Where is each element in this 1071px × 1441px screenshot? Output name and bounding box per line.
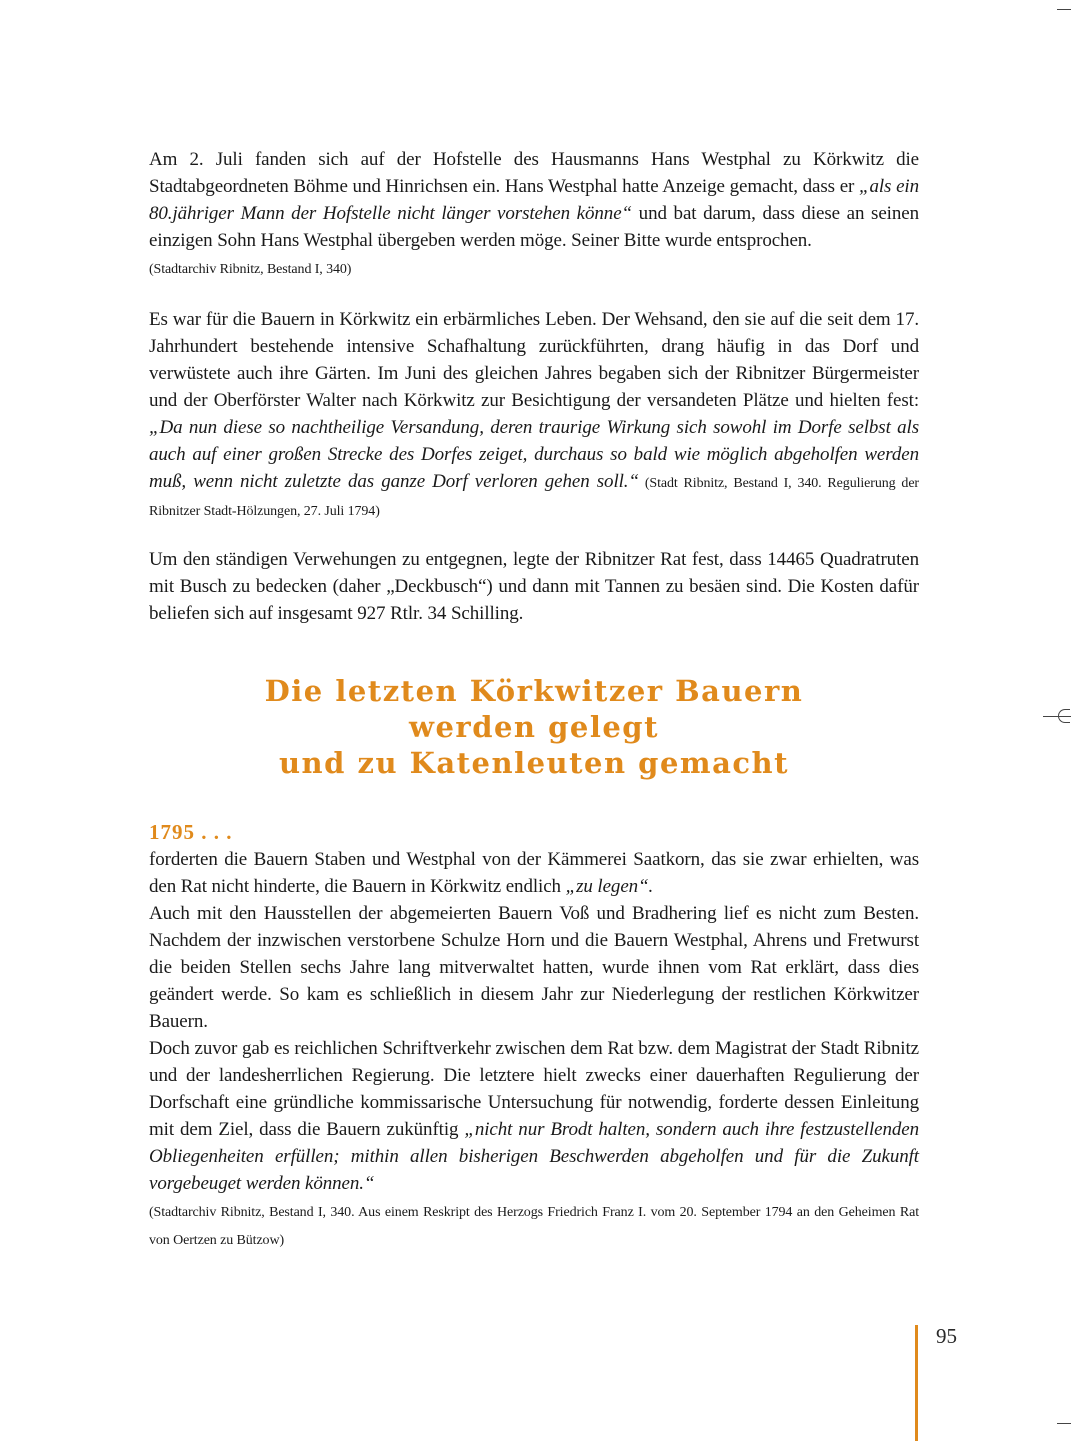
crop-mark-bottom [1057,1423,1071,1424]
section-heading [149,673,919,781]
section-paragraph-3-quote: „nicht nur Brodt halten, sondern auch ihre festzustellenden Obliegenheiten erfüllen; mithin allen bisherigen Beschwerden abgeholfen und für die Zukunft vorgebeuget werden können.“ [149,1119,919,1194]
section-heading-line-3: und zu Katenleuten gemacht [278,746,790,780]
section-paragraph-1-text: forderten die Bauern Staben und Westphal von der Kämmerei Saatkorn, das sie zwar erhielten, was den Rat nicht hinderte, die Bauern in Körkwitz endlich [149,849,919,897]
paragraph-2 [149,306,919,524]
section-paragraph-1-quote: „zu legen“. [565,876,654,897]
paragraph-2-text-before: Es war für die Bauern in Körkwitz ein erbärmliches Leben. Der Wehsand, den sie auf die seit dem 17. Jahrhundert bestehende intensive Schafhaltung zurückführten, drang häufig in das Dorf und verwüstete auch ihre Gärten. Im Juni des gleichen Jahres begaben sich der Ribnitzer Bürgermeister und der Oberförster Walter nach Körkwitz zur Besichtigung der versandeten Plätze und hielten fest: [149,309,919,411]
section-paragraph-2: Auch mit den Hausstellen der abgemeierten Bauern Voß und Bradhering lief es nicht zum Besten. Nachdem der inzwischen verstorbene Schulze Horn und die Bauern Westphal, Ahrens und Fretwurst die beiden Stellen sechs Jahre lang mitverwaltet hatten, wurde ihnen vom Rat erklärt, dass dies geändert werde. So kam es schließlich in diesem Jahr zur Niederlegung der restlichen Körkwitzer Bauern. [149,903,919,1032]
section-heading-line-1: Die letzten Körkwitzer Bauern [264,674,804,708]
paragraph-1 [149,146,919,282]
paragraph-2-citation: (Stadt Ribnitz, Bestand I, 340. Regulierung der Ribnitzer Stadt-Hölzungen, 27. Juli 1794) [149,476,919,519]
section-paragraph-1 [149,846,919,900]
paragraph-1-citation: (Stadtarchiv Ribnitz, Bestand I, 340) [149,262,352,277]
paragraph-2-quote: „Da nun diese so nachtheilige Versandung, deren traurige Wirkung sich sowohl im Dorfe selbst als auch auf einer großen Strecke des Dorfes zeiget, durchaus so bald wie möglich abgeholfen werden muß, wenn nicht zuletzte das ganze Dorf verloren gehen soll.“ [149,417,919,492]
section-paragraph-3-text: Doch zuvor gab es reichlichen Schriftverkehr zwischen dem Rat bzw. dem Magistrat der Stadt Ribnitz und der landesherrlichen Regierung. Die letztere hielt zwecks einer dauerhaften Regulierung der Dorfschaft eine gründliche kommissarische Untersuchung für notwendig, forderte dessen Einleitung mit dem Ziel, dass die Bauern zukünftig [149,1038,919,1140]
section-paragraph-3-citation: (Stadtarchiv Ribnitz, Bestand I, 340. Aus einem Reskript des Herzogs Friedrich Franz I. vom 20. September 1794 an den Geheimen Rat von Oertzen zu Bützow) [149,1205,919,1248]
paragraph-1-text-after: und bat darum, dass diese an seinen einzigen Sohn Hans Westphal übergeben werden möge. Seiner Bitte wurde entsprochen. [149,203,919,251]
page-number: 95 [936,1324,957,1348]
page-content [149,146,919,1253]
paragraph-1-text-before: Am 2. Juli fanden sich auf der Hofstelle des Hausmanns Hans Westphal zu Körkwitz die Stadtabgeordneten Böhme und Hinrichsen ein. Hans Westphal hatte Anzeige gemacht, dass er [149,149,919,197]
spacer [149,282,919,306]
paragraph-3: Um den ständigen Verwehungen zu entgegnen, legte der Ribnitzer Rat fest, dass 14465 Quadratruten mit Busch zu bedecken (daher „Deckbusch“) und dann mit Tannen zu besäen sind. Die Kosten dafür beliefen sich auf insgesamt 927 Rtlr. 34 Schilling. [149,549,919,624]
crop-mark-top [1057,9,1071,10]
paragraph-1-quote: „als ein 80.jähriger Mann der Hofstelle nicht länger vorstehen könne“ [149,176,919,224]
page-number-bar [915,1325,918,1441]
registration-mark [1058,709,1070,723]
year-label: 1795 . . . [149,820,233,844]
section-heading-line-2: werden gelegt [409,710,659,744]
section-paragraph-3 [149,1035,919,1253]
spacer [149,524,919,546]
